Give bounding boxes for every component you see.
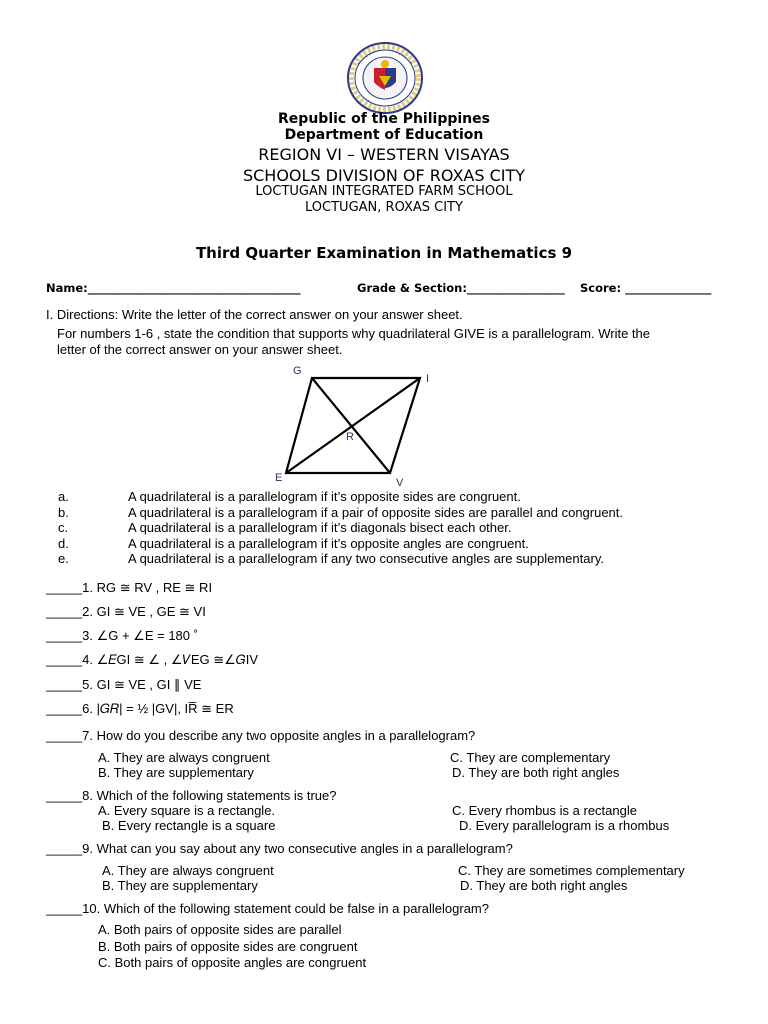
- item-9-option-c: C. They are sometimes complementary: [458, 863, 685, 878]
- choice-text: A quadrilateral is a parallelogram if any two consecutive angles are supplementary.: [128, 551, 604, 566]
- diagonal-gv: [312, 378, 390, 473]
- header-region: REGION VI – WESTERN VISAYAS: [258, 145, 510, 164]
- header-republic: Republic of the Philippines: [278, 111, 490, 127]
- item-10: _____10. Which of the following statement could be false in a parallelogram?: [46, 901, 489, 916]
- item-7-option-c: C. They are complementary: [450, 750, 611, 765]
- choice-b: [58, 505, 623, 520]
- choice-text: A quadrilateral is a parallelogram if it’s opposite angles are congruent.: [128, 536, 529, 551]
- vertex-label-e: E: [275, 472, 283, 484]
- choice-c: [58, 520, 511, 535]
- item-9: _____9. What can you say about any two consecutive angles in a parallelogram?: [46, 841, 513, 856]
- directions-instructions: For numbers 1-6 , state the condition that supports why quadrilateral GIVE is a parallelogram. Write the: [57, 326, 650, 341]
- choice-letter: d.: [58, 536, 69, 551]
- choice-text: A quadrilateral is a parallelogram if a pair of opposite sides are parallel and congruent.: [128, 505, 624, 520]
- score-field: Score: _______________: [580, 281, 712, 295]
- directions-line: I. Directions: Write the letter of the correct answer on your answer sheet.: [46, 307, 463, 322]
- choice-a: [58, 489, 521, 504]
- choice-letter: e.: [58, 551, 69, 566]
- item-8-option-c: C. Every rhombus is a rectangle: [452, 803, 637, 818]
- item-10-option-c: C. Both pairs of opposite angles are congruent: [98, 955, 367, 970]
- item-2: _____2. GI ≅ VE , GE ≅ VI: [46, 604, 206, 619]
- intersection-label-r: R: [346, 431, 354, 443]
- choice-d: [58, 536, 529, 551]
- directions-instructions-continued: letter of the correct answer on your answer sheet.: [57, 342, 343, 357]
- item-7-option-a: A. They are always congruent: [98, 750, 270, 765]
- item-5: _____5. GI ≅ VE , GI ∥ VE: [46, 677, 202, 692]
- choice-letter: b.: [58, 505, 69, 520]
- header-school: LOCTUGAN INTEGRATED FARM SCHOOL: [255, 184, 513, 199]
- choice-e: [58, 551, 604, 566]
- item-8-option-b: B. Every rectangle is a square: [102, 818, 276, 833]
- header-department: Department of Education: [284, 127, 484, 143]
- vertex-label-g: G: [293, 365, 302, 377]
- name-field: Name:_____________________________________: [46, 281, 301, 295]
- item-7-option-d: D. They are both right angles: [452, 765, 620, 780]
- diagonal-ie: [286, 378, 420, 473]
- deped-seal-logo: [346, 42, 424, 114]
- header-division: SCHOOLS DIVISION OF ROXAS CITY: [242, 166, 526, 185]
- vertex-label-i: I: [426, 373, 430, 385]
- item-8-option-a: A. Every square is a rectangle.: [98, 803, 276, 818]
- item-9-option-b: B. They are supplementary: [102, 878, 258, 893]
- choice-text: A quadrilateral is a parallelogram if it’s opposite sides are congruent.: [128, 489, 521, 504]
- item-8: _____8. Which of the following statements is true?: [46, 788, 337, 803]
- item-3: _____3. ∠G + ∠E = 180 ˚: [46, 628, 198, 643]
- item-8-option-d: D. Every parallelogram is a rhombus: [459, 818, 670, 833]
- item-10-option-a: A. Both pairs of opposite sides are parallel: [98, 922, 342, 937]
- grade-section-field: Grade & Section:_________________: [357, 281, 565, 295]
- choice-letter: a.: [58, 489, 69, 504]
- item-6: _____6. |𝐺𝑅| = ½ |GV|, IR̅ ≅ ER: [46, 701, 234, 716]
- item-1: _____1. RG ≅ RV , RE ≅ RI: [46, 580, 213, 595]
- header-address: LOCTUGAN, ROXAS CITY: [305, 200, 463, 215]
- choice-letter: c.: [58, 520, 69, 535]
- item-9-option-d: D. They are both right angles: [460, 878, 628, 893]
- item-10-option-b: B. Both pairs of opposite sides are congruent: [98, 939, 358, 954]
- parallelogram-give-figure: [272, 360, 442, 490]
- item-4: _____4. ∠𝐸GI ≅ ∠ , ∠𝑉EG ≅∠𝐺IV: [46, 652, 259, 667]
- vertex-label-v: V: [396, 477, 404, 489]
- exam-title: Third Quarter Examination in Mathematics 9: [195, 244, 573, 262]
- item-9-option-a: A. They are always congruent: [102, 863, 274, 878]
- choice-text: A quadrilateral is a parallelogram if it’s diagonals bisect each other.: [128, 520, 512, 535]
- item-7: _____7. How do you describe any two opposite angles in a parallelogram?: [46, 728, 476, 743]
- item-7-option-b: B. They are supplementary: [98, 765, 254, 780]
